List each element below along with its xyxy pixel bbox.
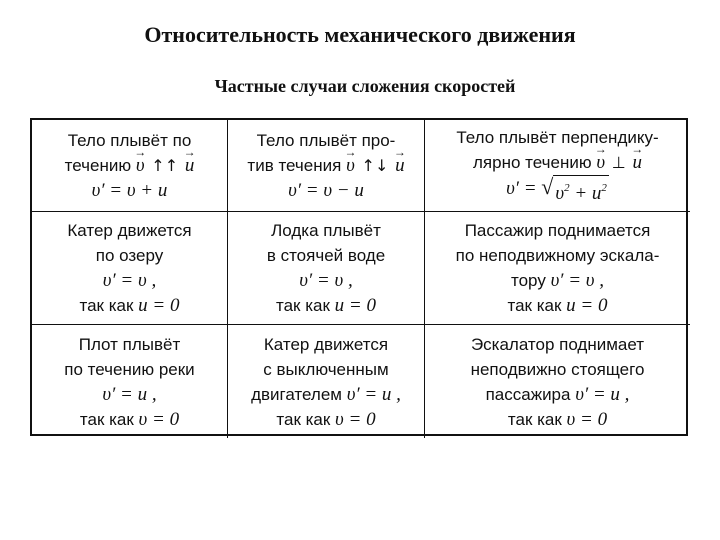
- case-text-line: Плот плывёт: [78, 334, 181, 354]
- case-text-line: [486, 382, 630, 407]
- case-still-water: [228, 212, 425, 325]
- formula: υ′ = υ ,: [102, 270, 157, 291]
- case-text-line: по течению реки: [64, 359, 195, 379]
- formula: [506, 175, 609, 206]
- condition-line: [276, 407, 375, 432]
- radicand-v: υ: [555, 183, 565, 204]
- sqrt-expression: [541, 175, 609, 206]
- vector-v: → υ: [596, 150, 605, 175]
- case-engine-off: [228, 325, 425, 438]
- relation-symbol: ⊥: [611, 153, 626, 172]
- reason-text: так как: [79, 409, 134, 429]
- condition: u = 0: [566, 295, 608, 316]
- reason-text: так как: [507, 409, 562, 429]
- formula: υ′ = υ ,: [550, 270, 604, 291]
- relation-symbol: ↑↑: [151, 156, 179, 175]
- case-downstream: [32, 120, 228, 212]
- case-text-line: Катер движется: [263, 334, 389, 354]
- case-text-line: по озеру: [95, 246, 164, 265]
- case-text-line: Катер движется: [67, 221, 192, 240]
- case-text-line: Тело плывёт перпендику-: [456, 128, 659, 147]
- case-text-line: [247, 153, 404, 178]
- reason-text: так как: [507, 296, 562, 315]
- case-text: пассажира: [485, 384, 571, 404]
- case-text-line: неподвижно стоящего: [470, 359, 645, 379]
- condition: u = 0: [334, 295, 376, 316]
- reason-text: так как: [276, 409, 331, 429]
- case-escalator-lifts: [425, 325, 690, 438]
- case-text-line: Лодка плывёт: [271, 221, 381, 240]
- vector-u: → u: [185, 153, 195, 178]
- condition-line: [80, 407, 179, 432]
- formula: υ′ = υ − u: [288, 180, 364, 201]
- table-subtitle: Частные случаи сложения скоростей: [214, 76, 516, 96]
- case-boat-on-lake: [32, 212, 228, 325]
- formula: υ′ = υ ,: [299, 270, 353, 291]
- page-title: Относительность механического движения: [144, 22, 576, 47]
- case-text-line: [65, 153, 195, 178]
- formula: υ′ = u ,: [575, 383, 630, 405]
- condition: u = 0: [138, 295, 180, 316]
- reason-text: так как: [79, 296, 134, 315]
- case-stopped-escalator: [425, 212, 690, 325]
- case-text: тив течения: [247, 156, 342, 175]
- exponent: 2: [564, 182, 570, 194]
- case-text: двигателем: [251, 384, 342, 404]
- formula-lhs: υ′ =: [506, 178, 537, 199]
- sqrt-radicand: [553, 175, 609, 206]
- relation-symbol: ↑↓: [361, 156, 389, 175]
- case-text-line: Тело плывёт про-: [256, 131, 396, 150]
- case-text-line: по неподвижному эскала-: [455, 246, 660, 265]
- formula: υ′ = υ + u: [91, 180, 168, 201]
- case-raft: [32, 325, 228, 438]
- radicand-plus-u: + u: [574, 183, 602, 204]
- reason-text: так как: [276, 296, 330, 315]
- velocity-cases-table: [30, 118, 688, 436]
- vector-v: → υ: [136, 153, 145, 178]
- case-text-line: [511, 268, 604, 293]
- case-text-line: [251, 382, 401, 407]
- case-text-line: Тело плывёт по: [67, 131, 192, 150]
- condition: υ = 0: [566, 408, 608, 430]
- case-text-line: с выключенным: [263, 359, 389, 379]
- case-text-line: в стоячей воде: [266, 246, 386, 265]
- condition-line: [508, 293, 608, 318]
- case-text: течению: [64, 156, 132, 175]
- case-text-line: Эскалатор поднимает: [470, 334, 645, 354]
- case-perpendicular: [425, 120, 690, 212]
- case-text-line: [473, 150, 642, 175]
- case-text: лярно течению: [473, 153, 592, 172]
- condition: υ = 0: [138, 408, 180, 430]
- case-text-line: Пассажир поднимается: [464, 221, 651, 240]
- condition: υ = 0: [335, 408, 376, 430]
- vector-v: → υ: [346, 153, 355, 178]
- vector-u: → u: [632, 150, 642, 175]
- case-upstream: [228, 120, 425, 212]
- case-text: тору: [511, 271, 546, 290]
- sqrt-sign: √: [541, 174, 554, 199]
- vector-u: → u: [395, 153, 405, 178]
- condition-line: [276, 293, 376, 318]
- exponent: 2: [601, 182, 607, 194]
- condition-line: [508, 407, 607, 432]
- formula: υ′ = u ,: [346, 383, 401, 405]
- formula: υ′ = u ,: [102, 383, 157, 405]
- condition-line: [80, 293, 180, 318]
